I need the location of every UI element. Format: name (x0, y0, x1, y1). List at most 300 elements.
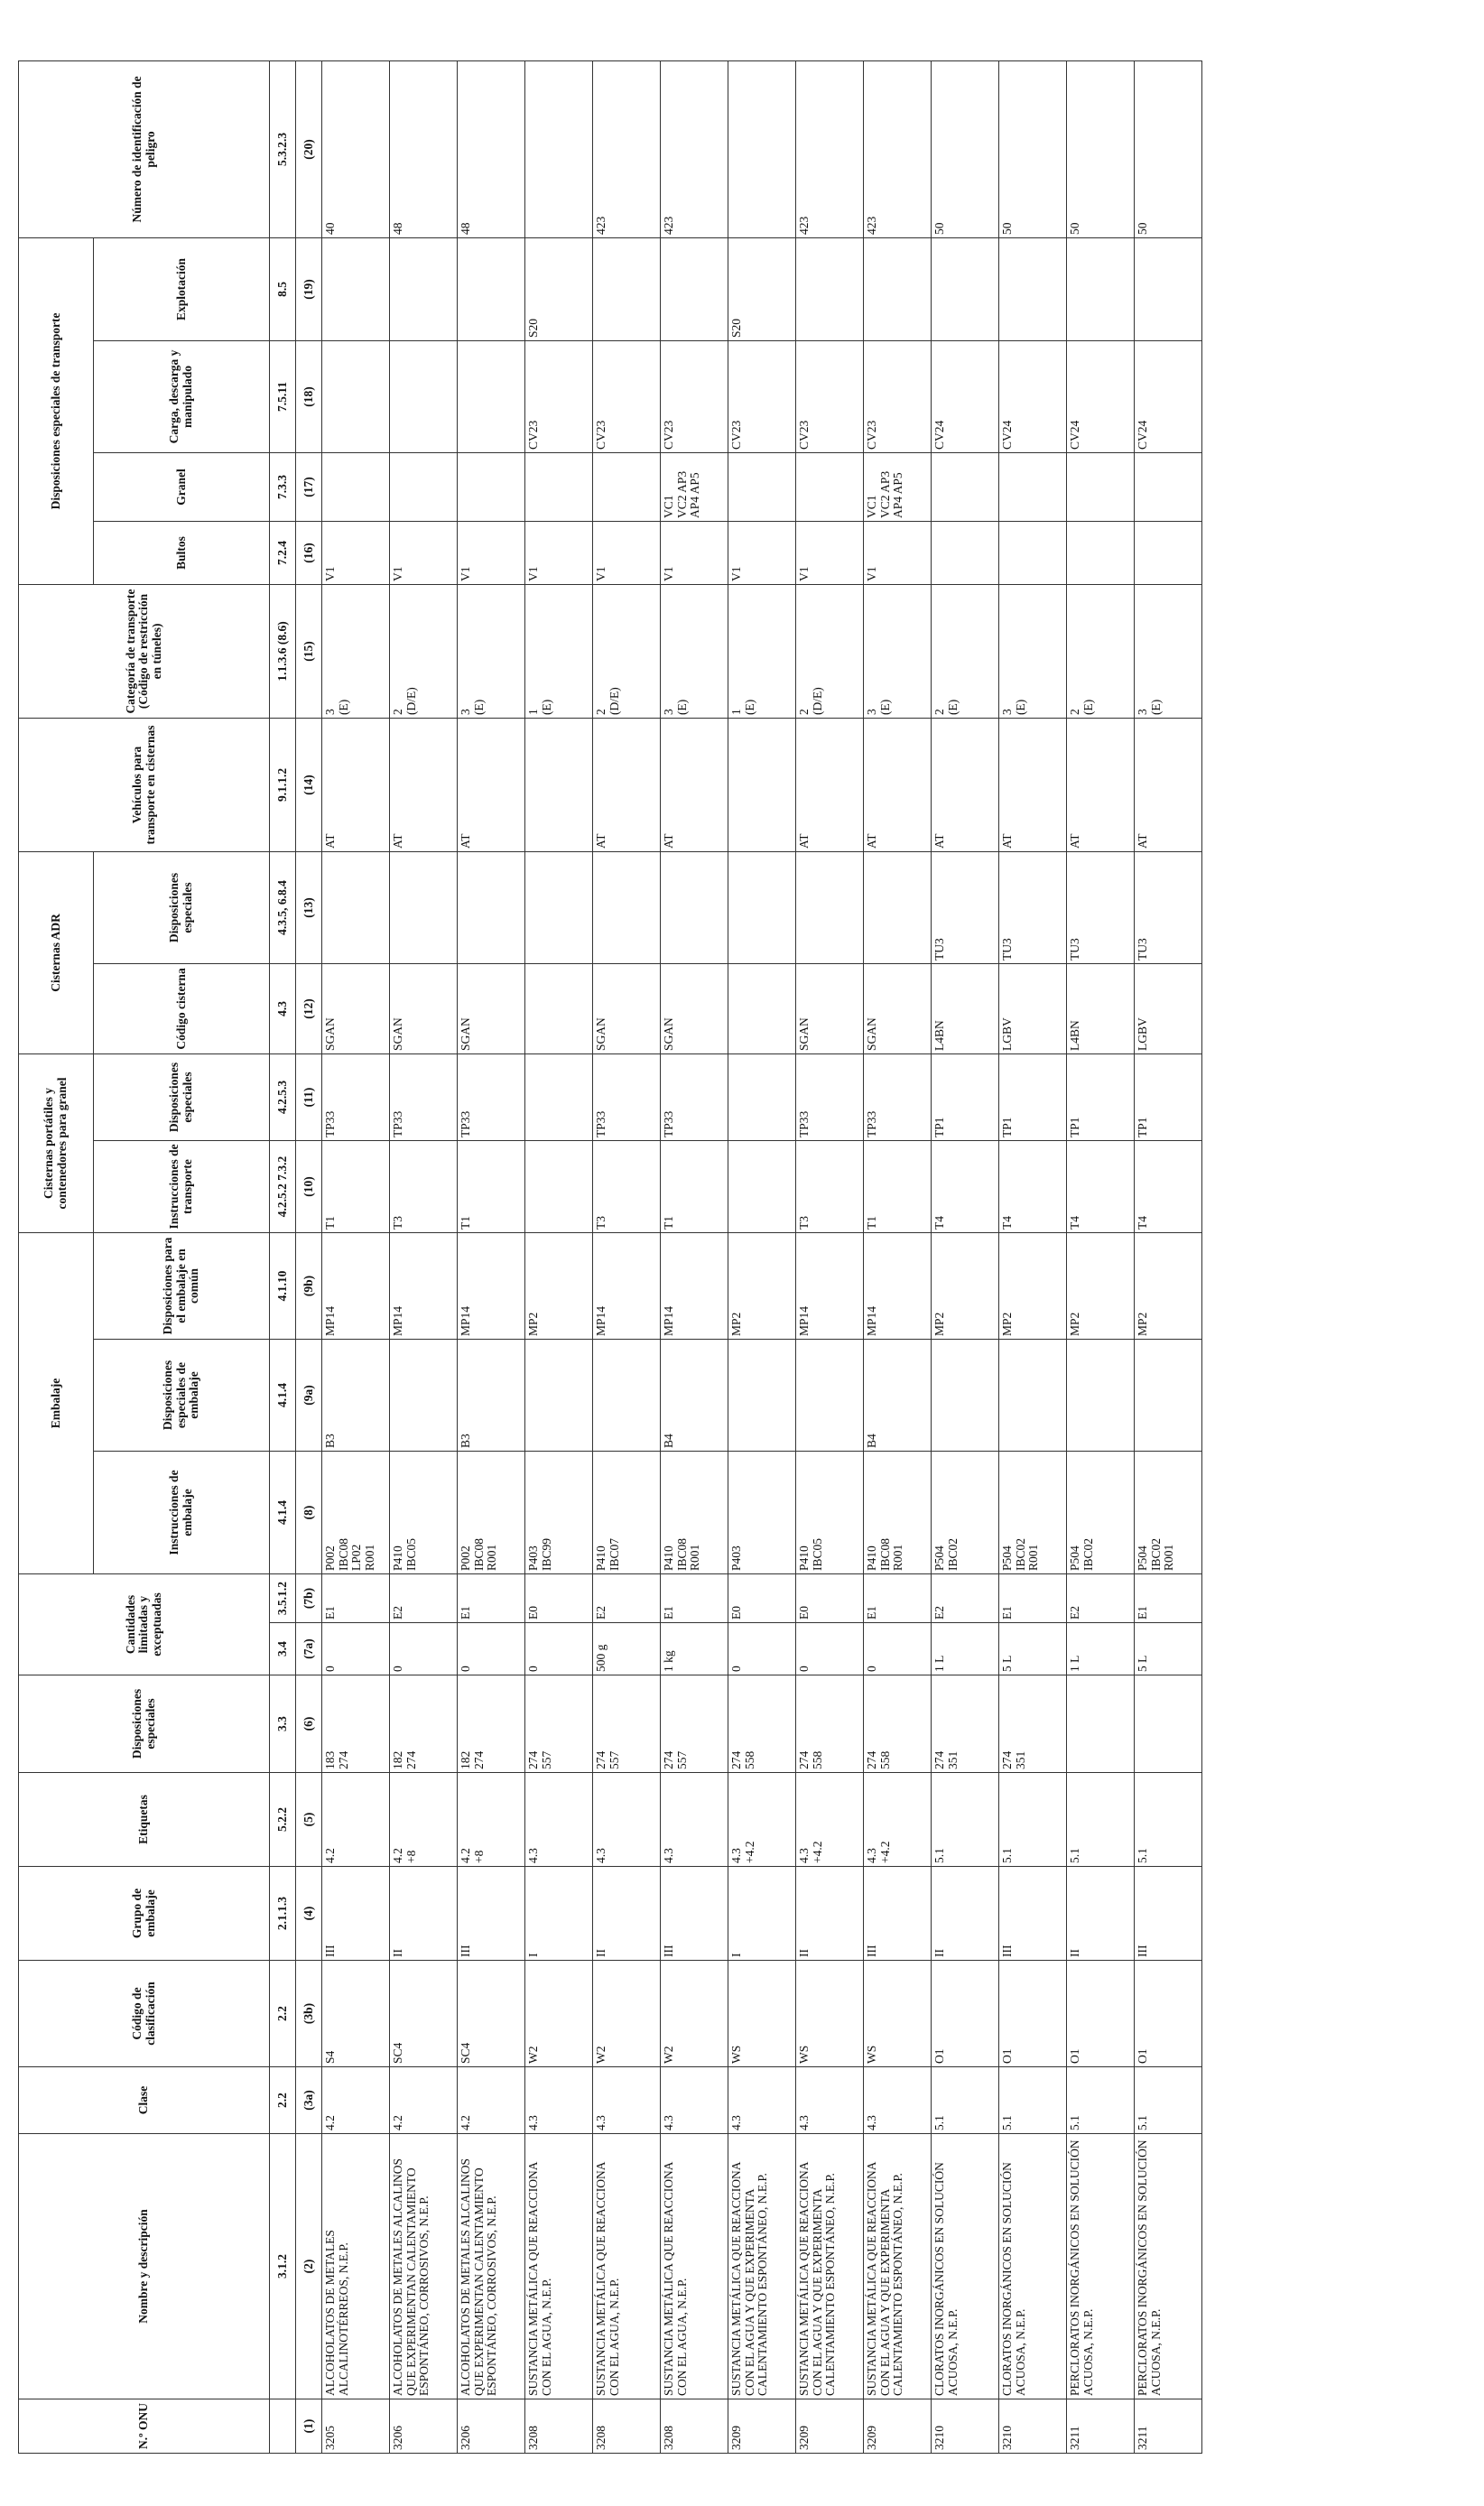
codigo-cisterna-cell: SGAN (661, 963, 728, 1053)
explotacion-cell: S20 (525, 237, 593, 340)
instrucciones-embalaje-cell: P403 IBC99 (525, 1452, 593, 1574)
granel-cell (796, 452, 864, 521)
reference-cell: 4.1.10 (270, 1232, 296, 1339)
carga-cell: CV24 (932, 340, 999, 452)
vehiculos-cell: AT (593, 718, 661, 851)
codigo-clasificacion-cell: W2 (661, 1961, 728, 2067)
name-cell: ALCOHOLATOS DE METALES ALCALINOTÉRREOS, N.E.P. (322, 2134, 390, 2399)
disp-esp-embalaje-cell: B4 (864, 1340, 932, 1452)
table-row (864, 60, 932, 2453)
reference-cell: 2.2 (270, 2067, 296, 2134)
clase-cell: 5.1 (932, 2067, 999, 2134)
disp-embalaje-comun-cell: MP2 (1067, 1232, 1135, 1339)
disp-esp-embalaje-cell (525, 1340, 593, 1452)
disp-embalaje-comun-cell: MP2 (728, 1232, 796, 1339)
header-disp-esp-embalaje: Disposiciones especiales de embalaje (94, 1340, 270, 1452)
categoria-transporte-cell: 1 (E) (728, 584, 796, 718)
clase-cell: 4.3 (728, 2067, 796, 2134)
disp-esp-embalaje-cell: B3 (322, 1340, 390, 1452)
disp-embalaje-comun-cell: MP2 (1135, 1232, 1202, 1339)
instrucciones-transporte-cell: T1 (661, 1140, 728, 1232)
vehiculos-cell: AT (458, 718, 525, 851)
reference-cell: 4.1.4 (270, 1452, 296, 1574)
grupo-embalaje-cell: III (661, 1867, 728, 1961)
un-cell: 3205 (322, 2399, 390, 2454)
adr-disposiciones-cell (593, 851, 661, 963)
header-vehiculos: Vehículos para transporte en cisternas (19, 718, 270, 851)
instrucciones-embalaje-cell: P504 IBC02 R001 (1135, 1452, 1202, 1574)
cantidad-exceptuada-cell: E1 (322, 1574, 390, 1623)
instrucciones-embalaje-cell: P410 IBC05 (390, 1452, 458, 1574)
etiquetas-cell: 4.3 (661, 1773, 728, 1867)
codigo-clasificacion-cell: WS (864, 1961, 932, 2067)
granel-cell (593, 452, 661, 521)
adr-disposiciones-cell (864, 851, 932, 963)
instrucciones-embalaje-cell: P410 IBC08 R001 (864, 1452, 932, 1574)
codigo-cisterna-cell (525, 963, 593, 1053)
cantidad-exceptuada-cell: E1 (458, 1574, 525, 1623)
reference-cell: 2.2 (270, 1961, 296, 2067)
header-codigo-cisterna: Código cisterna (94, 963, 270, 1053)
carga-cell: CV23 (728, 340, 796, 452)
reference-cell: 2.1.1.3 (270, 1867, 296, 1961)
bultos-cell: V1 (728, 521, 796, 584)
clase-cell: 4.2 (390, 2067, 458, 2134)
disp-esp-embalaje-cell: B4 (661, 1340, 728, 1452)
table-row (796, 60, 864, 2453)
peligro-cell (728, 60, 796, 237)
cantidad-limitada-cell: 0 (525, 1623, 593, 1675)
peligro-cell: 423 (864, 60, 932, 237)
etiquetas-cell: 4.2 +8 (458, 1773, 525, 1867)
column-number-cell: (10) (296, 1140, 322, 1232)
disp-embalaje-comun-cell: MP14 (593, 1232, 661, 1339)
name-cell: SUSTANCIA METÁLICA QUE REACCIONA CON EL AGUA, N.E.P. (525, 2134, 593, 2399)
cantidad-limitada-cell: 0 (322, 1623, 390, 1675)
codigo-cisterna-cell: SGAN (864, 963, 932, 1053)
clase-cell: 4.3 (796, 2067, 864, 2134)
codigo-cisterna-cell: LGBV (1135, 963, 1202, 1053)
explotacion-cell (1067, 237, 1135, 340)
categoria-transporte-cell: 1 (E) (525, 584, 593, 718)
disp-esp-embalaje-cell (728, 1340, 796, 1452)
reference-cell: 9.1.1.2 (270, 718, 296, 851)
un-cell: 3211 (1067, 2399, 1135, 2454)
categoria-transporte-cell: 2 (D/E) (593, 584, 661, 718)
etiquetas-cell: 4.2 +8 (390, 1773, 458, 1867)
disp-embalaje-comun-cell: MP14 (864, 1232, 932, 1339)
name-cell: PERCLORATOS INORGÁNICOS EN SOLUCIÓN ACUOSA, N.E.P. (1135, 2134, 1202, 2399)
bultos-cell: V1 (796, 521, 864, 584)
codigo-cisterna-cell: SGAN (796, 963, 864, 1053)
column-number-cell: (13) (296, 851, 322, 963)
vehiculos-cell: AT (1135, 718, 1202, 851)
grupo-embalaje-cell: III (864, 1867, 932, 1961)
carga-cell (458, 340, 525, 452)
cp-disposiciones-cell: TP33 (322, 1053, 390, 1140)
grupo-embalaje-cell: II (796, 1867, 864, 1961)
column-number-cell: (7b) (296, 1574, 322, 1623)
bultos-cell (932, 521, 999, 584)
vehiculos-cell: AT (864, 718, 932, 851)
header-cp-disposiciones: Disposiciones especiales (94, 1053, 270, 1140)
disp-esp-embalaje-cell (1135, 1340, 1202, 1452)
instrucciones-transporte-cell: T1 (458, 1140, 525, 1232)
header-clase: Clase (19, 2067, 270, 2134)
instrucciones-transporte-cell: T1 (864, 1140, 932, 1232)
granel-cell (322, 452, 390, 521)
disposiciones-especiales-cell: 182 274 (390, 1675, 458, 1773)
categoria-transporte-cell: 3 (E) (999, 584, 1067, 718)
column-number-cell: (18) (296, 340, 322, 452)
vehiculos-cell (525, 718, 593, 851)
disp-esp-embalaje-cell (1067, 1340, 1135, 1452)
categoria-transporte-cell: 3 (E) (864, 584, 932, 718)
disp-esp-embalaje-cell (593, 1340, 661, 1452)
column-number-cell: (6) (296, 1675, 322, 1773)
grupo-embalaje-cell: III (322, 1867, 390, 1961)
cantidad-exceptuada-cell: E2 (1067, 1574, 1135, 1623)
carga-cell: CV23 (796, 340, 864, 452)
disp-esp-embalaje-cell: B3 (458, 1340, 525, 1452)
name-cell: SUSTANCIA METÁLICA QUE REACCIONA CON EL AGUA, N.E.P. (593, 2134, 661, 2399)
table-row (661, 60, 728, 2453)
disp-embalaje-comun-cell: MP2 (525, 1232, 593, 1339)
bultos-cell: V1 (864, 521, 932, 584)
column-number-cell: (11) (296, 1053, 322, 1140)
codigo-cisterna-cell: SGAN (322, 963, 390, 1053)
reference-cell: 7.2.4 (270, 521, 296, 584)
peligro-cell: 50 (999, 60, 1067, 237)
grupo-embalaje-cell: III (1135, 1867, 1202, 1961)
peligro-cell: 423 (661, 60, 728, 237)
codigo-cisterna-cell (728, 963, 796, 1053)
grupo-embalaje-cell: II (932, 1867, 999, 1961)
granel-cell (525, 452, 593, 521)
instrucciones-transporte-cell: T4 (999, 1140, 1067, 1232)
carga-cell: CV23 (525, 340, 593, 452)
disposiciones-especiales-cell: 274 557 (593, 1675, 661, 1773)
instrucciones-transporte-cell: T4 (1067, 1140, 1135, 1232)
bultos-cell (1135, 521, 1202, 584)
disp-embalaje-comun-cell: MP14 (390, 1232, 458, 1339)
cp-disposiciones-cell: TP1 (1067, 1053, 1135, 1140)
vehiculos-cell: AT (999, 718, 1067, 851)
bultos-cell (1067, 521, 1135, 584)
un-cell: 3209 (864, 2399, 932, 2454)
etiquetas-cell: 4.2 (322, 1773, 390, 1867)
instrucciones-transporte-cell: T3 (593, 1140, 661, 1232)
cantidad-exceptuada-cell: E0 (728, 1574, 796, 1623)
cantidad-limitada-cell: 500 g (593, 1623, 661, 1675)
un-cell: 3206 (390, 2399, 458, 2454)
disp-embalaje-comun-cell: MP2 (999, 1232, 1067, 1339)
disp-esp-embalaje-cell (796, 1340, 864, 1452)
codigo-clasificacion-cell: O1 (1067, 1961, 1135, 2067)
cantidad-limitada-cell: 0 (390, 1623, 458, 1675)
un-cell: 3211 (1135, 2399, 1202, 2454)
column-number-cell: (9b) (296, 1232, 322, 1339)
codigo-clasificacion-cell: SC4 (458, 1961, 525, 2067)
cantidad-limitada-cell: 0 (458, 1623, 525, 1675)
cantidad-limitada-cell: 5 L (999, 1623, 1067, 1675)
cp-disposiciones-cell: TP33 (593, 1053, 661, 1140)
explotacion-cell (458, 237, 525, 340)
cp-disposiciones-cell: TP33 (864, 1053, 932, 1140)
carga-cell: CV23 (593, 340, 661, 452)
name-cell: CLORATOS INORGÁNICOS EN SOLUCIÓN ACUOSA, N.E.P. (999, 2134, 1067, 2399)
instrucciones-transporte-cell: T1 (322, 1140, 390, 1232)
column-number-cell: (4) (296, 1867, 322, 1961)
un-cell: 3208 (525, 2399, 593, 2454)
carga-cell: CV24 (1135, 340, 1202, 452)
peligro-cell: 48 (390, 60, 458, 237)
header-cantidades: Cantidades limitadas y exceptuadas (19, 1574, 270, 1675)
disp-embalaje-comun-cell: MP14 (661, 1232, 728, 1339)
bultos-cell: V1 (458, 521, 525, 584)
table-row (322, 60, 390, 2453)
granel-cell (999, 452, 1067, 521)
column-number-cell: (3b) (296, 1961, 322, 2067)
cantidad-exceptuada-cell: E1 (661, 1574, 728, 1623)
cantidad-exceptuada-cell: E1 (999, 1574, 1067, 1623)
adr-dangerous-goods-table (18, 60, 1202, 2454)
etiquetas-cell: 4.3 (593, 1773, 661, 1867)
header-bultos: Bultos (94, 521, 270, 584)
name-cell: ALCOHOLATOS DE METALES ALCALINOS QUE EXPERIMENTAN CALENTAMIENTO ESPONTÁNEO, CORROSIVOS, N.E.P. (390, 2134, 458, 2399)
vehiculos-cell: AT (932, 718, 999, 851)
granel-cell: VC1 VC2 AP3 AP4 AP5 (661, 452, 728, 521)
cantidad-limitada-cell: 0 (728, 1623, 796, 1675)
codigo-clasificacion-cell: S4 (322, 1961, 390, 2067)
etiquetas-cell: 5.1 (999, 1773, 1067, 1867)
table-row (728, 60, 796, 2453)
codigo-clasificacion-cell: O1 (999, 1961, 1067, 2067)
adr-disposiciones-cell (322, 851, 390, 963)
column-number-cell: (14) (296, 718, 322, 851)
grupo-embalaje-cell: II (390, 1867, 458, 1961)
adr-disposiciones-cell (728, 851, 796, 963)
etiquetas-cell: 5.1 (1135, 1773, 1202, 1867)
header-etiquetas: Etiquetas (19, 1773, 270, 1867)
header-categoria-transporte: Categoría de transporte (Código de restricción en túneles) (19, 584, 270, 718)
disposiciones-especiales-cell: 274 557 (661, 1675, 728, 1773)
adr-disposiciones-cell (390, 851, 458, 963)
bultos-cell: V1 (525, 521, 593, 584)
adr-disposiciones-cell (458, 851, 525, 963)
reference-cell: 3.5.1.2 (270, 1574, 296, 1623)
grupo-embalaje-cell: III (999, 1867, 1067, 1961)
explotacion-cell (322, 237, 390, 340)
adr-disposiciones-cell: TU3 (1135, 851, 1202, 963)
codigo-cisterna-cell: SGAN (458, 963, 525, 1053)
header-carga: Carga, descarga y manipulado (94, 340, 270, 452)
instrucciones-embalaje-cell: P410 IBC05 (796, 1452, 864, 1574)
granel-cell (1135, 452, 1202, 521)
header-un: N.º ONU (19, 2399, 270, 2454)
disp-embalaje-comun-cell: MP14 (458, 1232, 525, 1339)
header-disp-embalaje-comun: Disposiciones para el embalaje en común (94, 1232, 270, 1339)
table-row (593, 60, 661, 2453)
reference-cell: 3.4 (270, 1623, 296, 1675)
name-cell: PERCLORATOS INORGÁNICOS EN SOLUCIÓN ACUOSA, N.E.P. (1067, 2134, 1135, 2399)
table-row (932, 60, 999, 2453)
adr-disposiciones-cell (661, 851, 728, 963)
instrucciones-embalaje-cell: P002 IBC08 R001 (458, 1452, 525, 1574)
reference-row (270, 60, 296, 2453)
granel-cell (458, 452, 525, 521)
un-cell: 3209 (796, 2399, 864, 2454)
un-cell: 3208 (661, 2399, 728, 2454)
un-cell: 3209 (728, 2399, 796, 2454)
etiquetas-cell: 5.1 (1067, 1773, 1135, 1867)
clase-cell: 4.3 (864, 2067, 932, 2134)
categoria-transporte-cell: 3 (E) (322, 584, 390, 718)
header-cisternas-portatiles: Cisternas portátiles y contenedores para granel (19, 1053, 94, 1232)
grupo-embalaje-cell: I (728, 1867, 796, 1961)
un-cell: 3210 (999, 2399, 1067, 2454)
instrucciones-transporte-cell: T4 (1135, 1140, 1202, 1232)
codigo-cisterna-cell: SGAN (390, 963, 458, 1053)
disp-embalaje-comun-cell: MP14 (322, 1232, 390, 1339)
un-cell: 3208 (593, 2399, 661, 2454)
cantidad-limitada-cell: 1 L (932, 1623, 999, 1675)
cp-disposiciones-cell: TP33 (390, 1053, 458, 1140)
explotacion-cell (796, 237, 864, 340)
header-cisternas-adr: Cisternas ADR (19, 851, 94, 1053)
disposiciones-especiales-cell: 182 274 (458, 1675, 525, 1773)
carga-cell (322, 340, 390, 452)
disp-esp-embalaje-cell (999, 1340, 1067, 1452)
reference-cell: 4.2.5.2 7.3.2 (270, 1140, 296, 1232)
disposiciones-especiales-cell (1135, 1675, 1202, 1773)
peligro-cell: 50 (1067, 60, 1135, 237)
peligro-cell: 50 (932, 60, 999, 237)
header-peligro: Número de identificación de peligro (19, 60, 270, 237)
name-cell: SUSTANCIA METÁLICA QUE REACCIONA CON EL AGUA, N.E.P. (661, 2134, 728, 2399)
header-grupo-embalaje: Grupo de embalaje (19, 1867, 270, 1961)
bultos-cell: V1 (593, 521, 661, 584)
granel-cell (1067, 452, 1135, 521)
etiquetas-cell: 4.3 +4.2 (864, 1773, 932, 1867)
table-row (1067, 60, 1135, 2453)
disp-esp-embalaje-cell (390, 1340, 458, 1452)
cp-disposiciones-cell (525, 1053, 593, 1140)
explotacion-cell (1135, 237, 1202, 340)
vehiculos-cell: AT (796, 718, 864, 851)
reference-cell: 4.1.4 (270, 1340, 296, 1452)
reference-cell: 3.3 (270, 1675, 296, 1773)
un-cell: 3206 (458, 2399, 525, 2454)
codigo-cisterna-cell: L4BN (1067, 963, 1135, 1053)
explotacion-cell (390, 237, 458, 340)
header-disposiciones-especiales: Disposiciones especiales (19, 1675, 270, 1773)
cp-disposiciones-cell: TP1 (1135, 1053, 1202, 1140)
header-explotacion: Explotación (94, 237, 270, 340)
reference-cell: 4.2.5.3 (270, 1053, 296, 1140)
disposiciones-especiales-cell: 274 558 (864, 1675, 932, 1773)
categoria-transporte-cell: 3 (E) (661, 584, 728, 718)
column-number-row (296, 60, 322, 2453)
explotacion-cell (593, 237, 661, 340)
cp-disposiciones-cell: TP33 (458, 1053, 525, 1140)
cantidad-limitada-cell: 0 (864, 1623, 932, 1675)
codigo-cisterna-cell: LGBV (999, 963, 1067, 1053)
explotacion-cell: S20 (728, 237, 796, 340)
granel-cell (390, 452, 458, 521)
table-row (525, 60, 593, 2453)
table-body (322, 60, 1202, 2453)
cantidad-exceptuada-cell: E2 (390, 1574, 458, 1623)
granel-cell: VC1 VC2 AP3 AP4 AP5 (864, 452, 932, 521)
table-row (1135, 60, 1202, 2453)
un-cell: 3210 (932, 2399, 999, 2454)
cantidad-limitada-cell: 1 kg (661, 1623, 728, 1675)
cp-disposiciones-cell: TP1 (999, 1053, 1067, 1140)
grupo-embalaje-cell: I (525, 1867, 593, 1961)
reference-cell: 1.1.3.6 (8.6) (270, 584, 296, 718)
cantidad-exceptuada-cell: E2 (593, 1574, 661, 1623)
explotacion-cell (932, 237, 999, 340)
grupo-embalaje-cell: II (1067, 1867, 1135, 1961)
column-number-cell: (8) (296, 1452, 322, 1574)
categoria-transporte-cell: 3 (E) (1135, 584, 1202, 718)
instrucciones-transporte-cell (728, 1140, 796, 1232)
cantidad-exceptuada-cell: E0 (525, 1574, 593, 1623)
column-number-cell: (17) (296, 452, 322, 521)
vehiculos-cell: AT (1067, 718, 1135, 851)
vehiculos-cell: AT (390, 718, 458, 851)
instrucciones-embalaje-cell: P504 IBC02 (932, 1452, 999, 1574)
disposiciones-especiales-cell: 274 558 (796, 1675, 864, 1773)
bultos-cell: V1 (661, 521, 728, 584)
cp-disposiciones-cell (728, 1053, 796, 1140)
cantidad-limitada-cell: 5 L (1135, 1623, 1202, 1675)
instrucciones-embalaje-cell: P403 (728, 1452, 796, 1574)
column-number-cell: (1) (296, 2399, 322, 2454)
header-disp-transporte: Disposiciones especiales de transporte (19, 237, 94, 584)
column-number-cell: (20) (296, 60, 322, 237)
header-adr-disposiciones: Disposiciones especiales (94, 851, 270, 963)
disp-esp-embalaje-cell (932, 1340, 999, 1452)
categoria-transporte-cell: 2 (D/E) (796, 584, 864, 718)
codigo-cisterna-cell: SGAN (593, 963, 661, 1053)
instrucciones-embalaje-cell: P002 IBC08 LP02 R001 (322, 1452, 390, 1574)
instrucciones-transporte-cell (525, 1140, 593, 1232)
clase-cell: 4.3 (593, 2067, 661, 2134)
cantidad-exceptuada-cell: E1 (864, 1574, 932, 1623)
instrucciones-transporte-cell: T3 (390, 1140, 458, 1232)
name-cell: CLORATOS INORGÁNICOS EN SOLUCIÓN ACUOSA, N.E.P. (932, 2134, 999, 2399)
reference-cell (270, 2399, 296, 2454)
column-number-cell: (5) (296, 1773, 322, 1867)
reference-cell: 4.3 (270, 963, 296, 1053)
cp-disposiciones-cell: TP33 (796, 1053, 864, 1140)
etiquetas-cell: 4.3 +4.2 (796, 1773, 864, 1867)
header-embalaje: Embalaje (19, 1232, 94, 1573)
granel-cell (728, 452, 796, 521)
clase-cell: 5.1 (999, 2067, 1067, 2134)
cantidad-limitada-cell: 0 (796, 1623, 864, 1675)
disposiciones-especiales-cell: 274 351 (999, 1675, 1067, 1773)
cantidad-limitada-cell: 1 L (1067, 1623, 1135, 1675)
carga-cell: CV23 (864, 340, 932, 452)
cantidad-exceptuada-cell: E0 (796, 1574, 864, 1623)
peligro-cell (525, 60, 593, 237)
categoria-transporte-cell: 2 (E) (1067, 584, 1135, 718)
reference-cell: 7.5.11 (270, 340, 296, 452)
peligro-cell: 423 (593, 60, 661, 237)
